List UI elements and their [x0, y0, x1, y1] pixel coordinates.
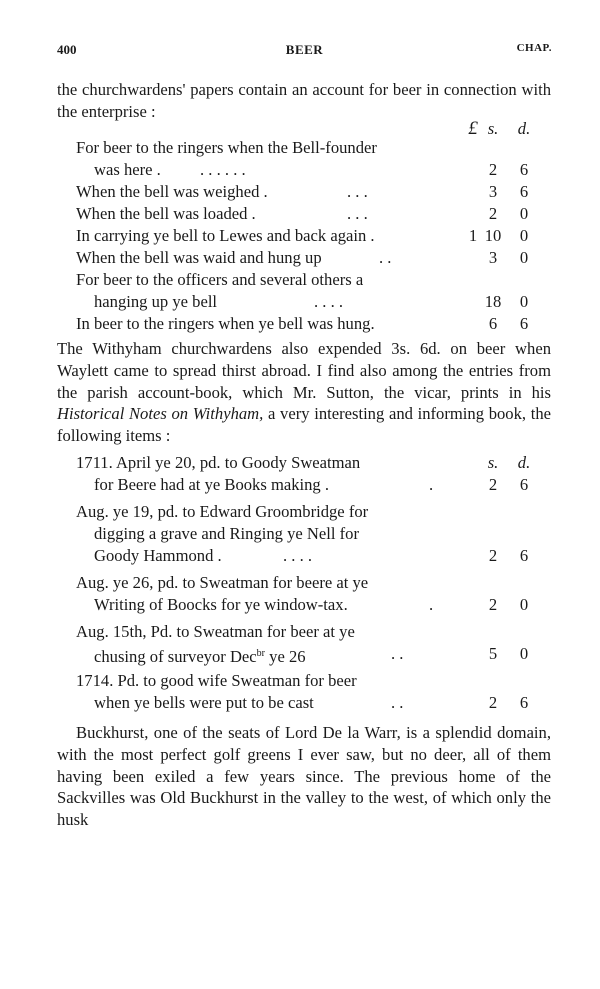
shilling-column-header: s. [487, 453, 499, 472]
pound-column-header: £ [468, 118, 478, 139]
running-title: BEER [285, 42, 324, 57]
table2-entry-cont [57, 643, 551, 665]
entry-text: 1711. April ye 20, pd. to Goody Sweatman [76, 453, 361, 472]
table2-entry-cont [57, 474, 551, 496]
superscript-abbrev: br [256, 648, 266, 659]
shillings-value: 3 [488, 182, 498, 201]
table1-entry-cont [57, 291, 551, 313]
entry-text: In beer to the ringers when ye bell was hung. [76, 314, 375, 333]
shillings-value: 10 [484, 226, 502, 245]
entry-text: For beer to the ringers when the Bell-founder [76, 138, 377, 157]
table2-entry [57, 621, 551, 643]
pence-value: 6 [519, 546, 529, 565]
shillings-value: 5 [488, 644, 498, 663]
pence-value: 6 [519, 314, 529, 333]
table2-entry-cont [57, 594, 551, 616]
entry-text-post: ye 26 [265, 647, 306, 666]
shillings-value: 2 [488, 160, 498, 179]
chapter-label: CHAP. [516, 42, 552, 54]
entry-text-pre: chusing of surveyor Dec [94, 647, 257, 666]
page-number: 400 [57, 42, 77, 57]
leader-dots: . . [391, 644, 404, 663]
pence-column-header: d. [517, 453, 531, 472]
shilling-column-header: s. [487, 119, 499, 138]
table2-entry [57, 452, 551, 474]
table2-entry-cont [57, 692, 551, 714]
entry-text: when ye bells were put to be cast [94, 693, 314, 712]
shillings-value: 2 [488, 595, 498, 614]
pence-value: 0 [519, 644, 529, 663]
entry-text: For beer to the officers and several others a [76, 270, 364, 289]
shillings-value: 2 [488, 475, 498, 494]
leader-dots: . . . . [283, 546, 313, 565]
entry-text: When the bell was weighed . [76, 182, 268, 201]
leader-dots: . . . . [314, 292, 344, 311]
table1-entry [57, 137, 551, 159]
entry-text: When the bell was waid and hung up [76, 248, 322, 267]
intro-paragraph: the churchwardens' papers contain an account for beer in connection with the enterprise : [57, 80, 551, 121]
entry-text: was here . [94, 160, 161, 179]
shillings-value: 3 [488, 248, 498, 267]
entry-text: When the bell was loaded . [76, 204, 256, 223]
middle-paragraph [57, 338, 551, 447]
entry-text: Writing of Boocks for ye window-tax. [94, 595, 348, 614]
entry-text: hanging up ye bell [94, 292, 218, 311]
pence-value: 6 [519, 182, 529, 201]
shillings-value: 2 [488, 693, 498, 712]
running-header [57, 42, 552, 60]
closing-paragraph: Buckhurst, one of the seats of Lord De la Warr, is a splendid domain, with the most perfect golf greens I ever saw, but no deer, all of them having been exiled a few years since. The previous home of the Sackvilles was Old Buckhurst in the valley to the west, of which only the husk [57, 723, 551, 830]
pence-value: 0 [519, 204, 529, 223]
table1-entry [57, 203, 551, 225]
pence-value: 6 [519, 693, 529, 712]
leader-dots: . . [391, 693, 404, 712]
entry-text: Aug. ye 19, pd. to Edward Groombridge for [76, 502, 369, 521]
middle-text-pre: The Withyham churchwardens also expended 3s. 6d. on beer when Waylett came to spread thirst abroad. I find also among the entries from the parish account-book, which Mr. Sutton, the vicar, prints in his [57, 339, 551, 402]
table1-entry [57, 225, 551, 247]
leader-dots: . . . [347, 182, 368, 201]
table1-entry [57, 247, 551, 269]
shillings-value: 2 [488, 546, 498, 565]
table2-entry-cont [57, 523, 551, 545]
book-title: Historical Notes on Withyham, [57, 404, 264, 424]
shillings-value: 2 [488, 204, 498, 223]
pence-value: 6 [519, 475, 529, 494]
entry-text: In carrying ye bell to Lewes and back again . [76, 226, 375, 245]
entry-text: for Beere had at ye Books making . [94, 475, 330, 494]
table1-entry [57, 269, 551, 291]
entry-text: Aug. 15th, Pd. to Sweatman for beer at ye [76, 622, 355, 641]
entry-text [94, 643, 306, 668]
entry-text: Goody Hammond . [94, 546, 222, 565]
shillings-value: 6 [488, 314, 498, 333]
shillings-value: 18 [484, 292, 502, 311]
table1-entry [57, 313, 551, 335]
entry-text: Aug. ye 26, pd. to Sweatman for beere at ye [76, 573, 369, 592]
leader-dots: . . [379, 248, 392, 267]
leader-dots: . . . . . . [200, 160, 246, 179]
table2-entry [57, 501, 551, 523]
entry-text: digging a grave and Ringing ye Nell for [94, 524, 359, 543]
pence-value: 0 [519, 226, 529, 245]
entry-text: 1714. Pd. to good wife Sweatman for beer [76, 671, 357, 690]
leader-dots: . [429, 475, 434, 494]
table2-entry [57, 572, 551, 594]
middle-text-post: a very interesting and informing book, the following items : [57, 404, 551, 446]
leader-dots: . . . [347, 204, 368, 223]
pence-value: 6 [519, 160, 529, 179]
table1-entry [57, 181, 551, 203]
pence-value: 0 [519, 248, 529, 267]
table1-entry-cont [57, 159, 551, 181]
pence-column-header: d. [517, 119, 531, 138]
pence-value: 0 [519, 292, 529, 311]
pounds-value: 1 [468, 226, 478, 245]
table2-entry [57, 670, 551, 692]
pence-value: 0 [519, 595, 529, 614]
leader-dots: . [429, 595, 434, 614]
table2-entry-cont [57, 545, 551, 567]
